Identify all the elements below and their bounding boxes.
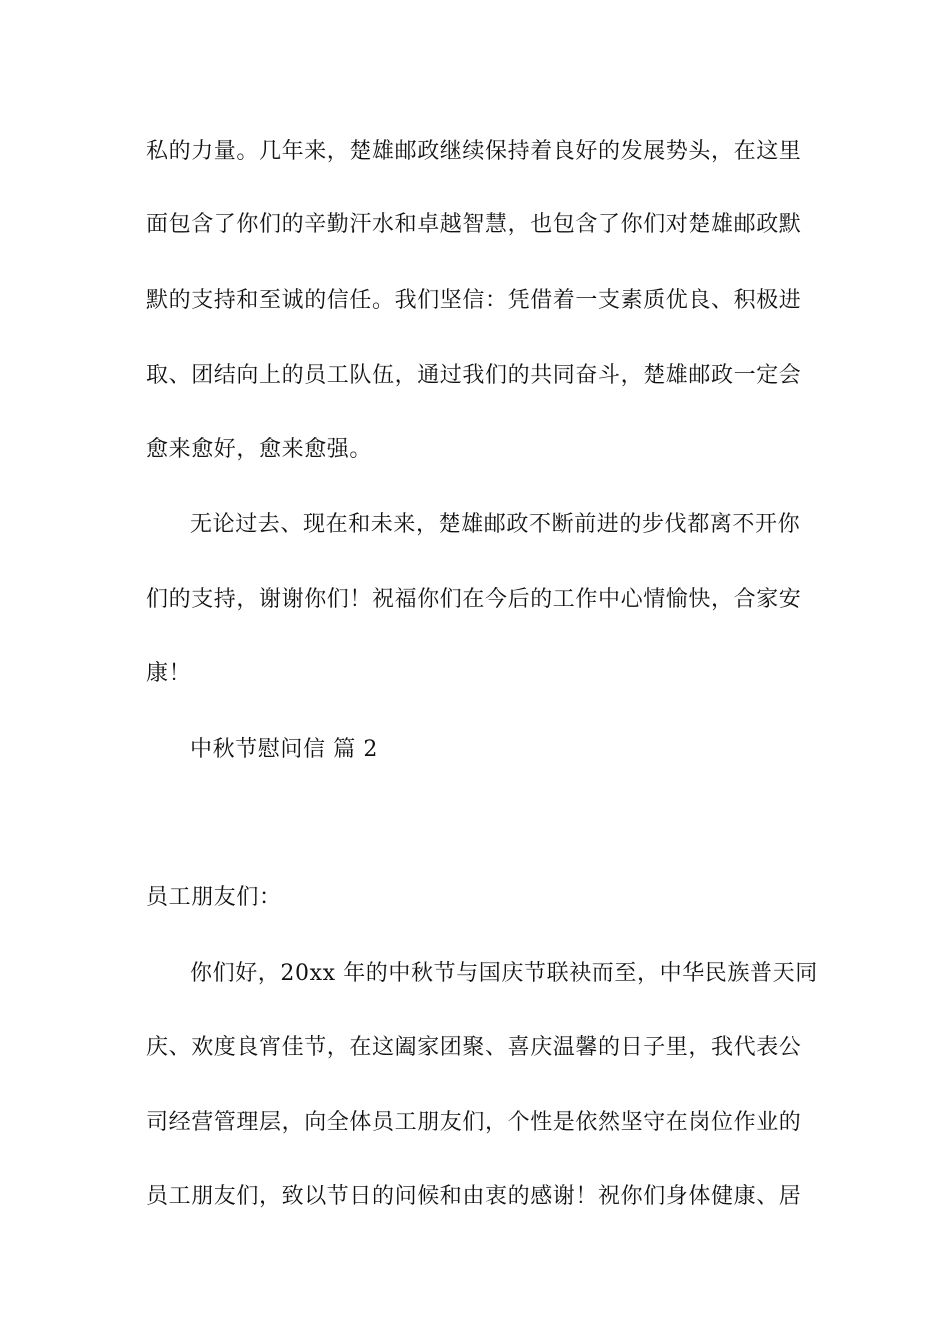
paragraph-line: 取、团结向上的员工队伍，通过我们的共同奋斗，楚雄邮政一定会 xyxy=(146,363,802,388)
paragraph-line: 你们好，20xx 年的中秋节与国庆节联袂而至，中华民族普天同 xyxy=(190,961,818,986)
paragraph-line: 无论过去、现在和未来，楚雄邮政不断前进的步伐都离不开你 xyxy=(190,512,801,537)
section-heading: 中秋节慰问信 篇 2 xyxy=(190,737,378,762)
paragraph-line: 面包含了你们的辛勤汗水和卓越智慧，也包含了你们对楚雄邮政默 xyxy=(146,212,802,237)
salutation: 员工朋友们： xyxy=(146,885,282,910)
paragraph-line: 司经营管理层，向全体员工朋友们，个性是依然坚守在岗位作业的 xyxy=(146,1110,802,1135)
paragraph-line: 康！ xyxy=(146,661,192,686)
paragraph-line: 庆、欢度良宵佳节，在这阖家团聚、喜庆温馨的日子里，我代表公 xyxy=(146,1035,802,1060)
paragraph-line: 愈来愈好，愈来愈强。 xyxy=(146,437,373,462)
paragraph-line: 默的支持和至诚的信任。我们坚信：凭借着一支素质优良、积极进 xyxy=(146,288,802,313)
paragraph-line: 员工朋友们，致以节日的问候和由衷的感谢！祝你们身体健康、居 xyxy=(146,1184,802,1209)
paragraph-line: 私的力量。几年来，楚雄邮政继续保持着良好的发展势头，在这里 xyxy=(146,139,802,164)
paragraph-line: 们的支持，谢谢你们！祝福你们在今后的工作中心情愉快，合家安 xyxy=(146,587,802,612)
